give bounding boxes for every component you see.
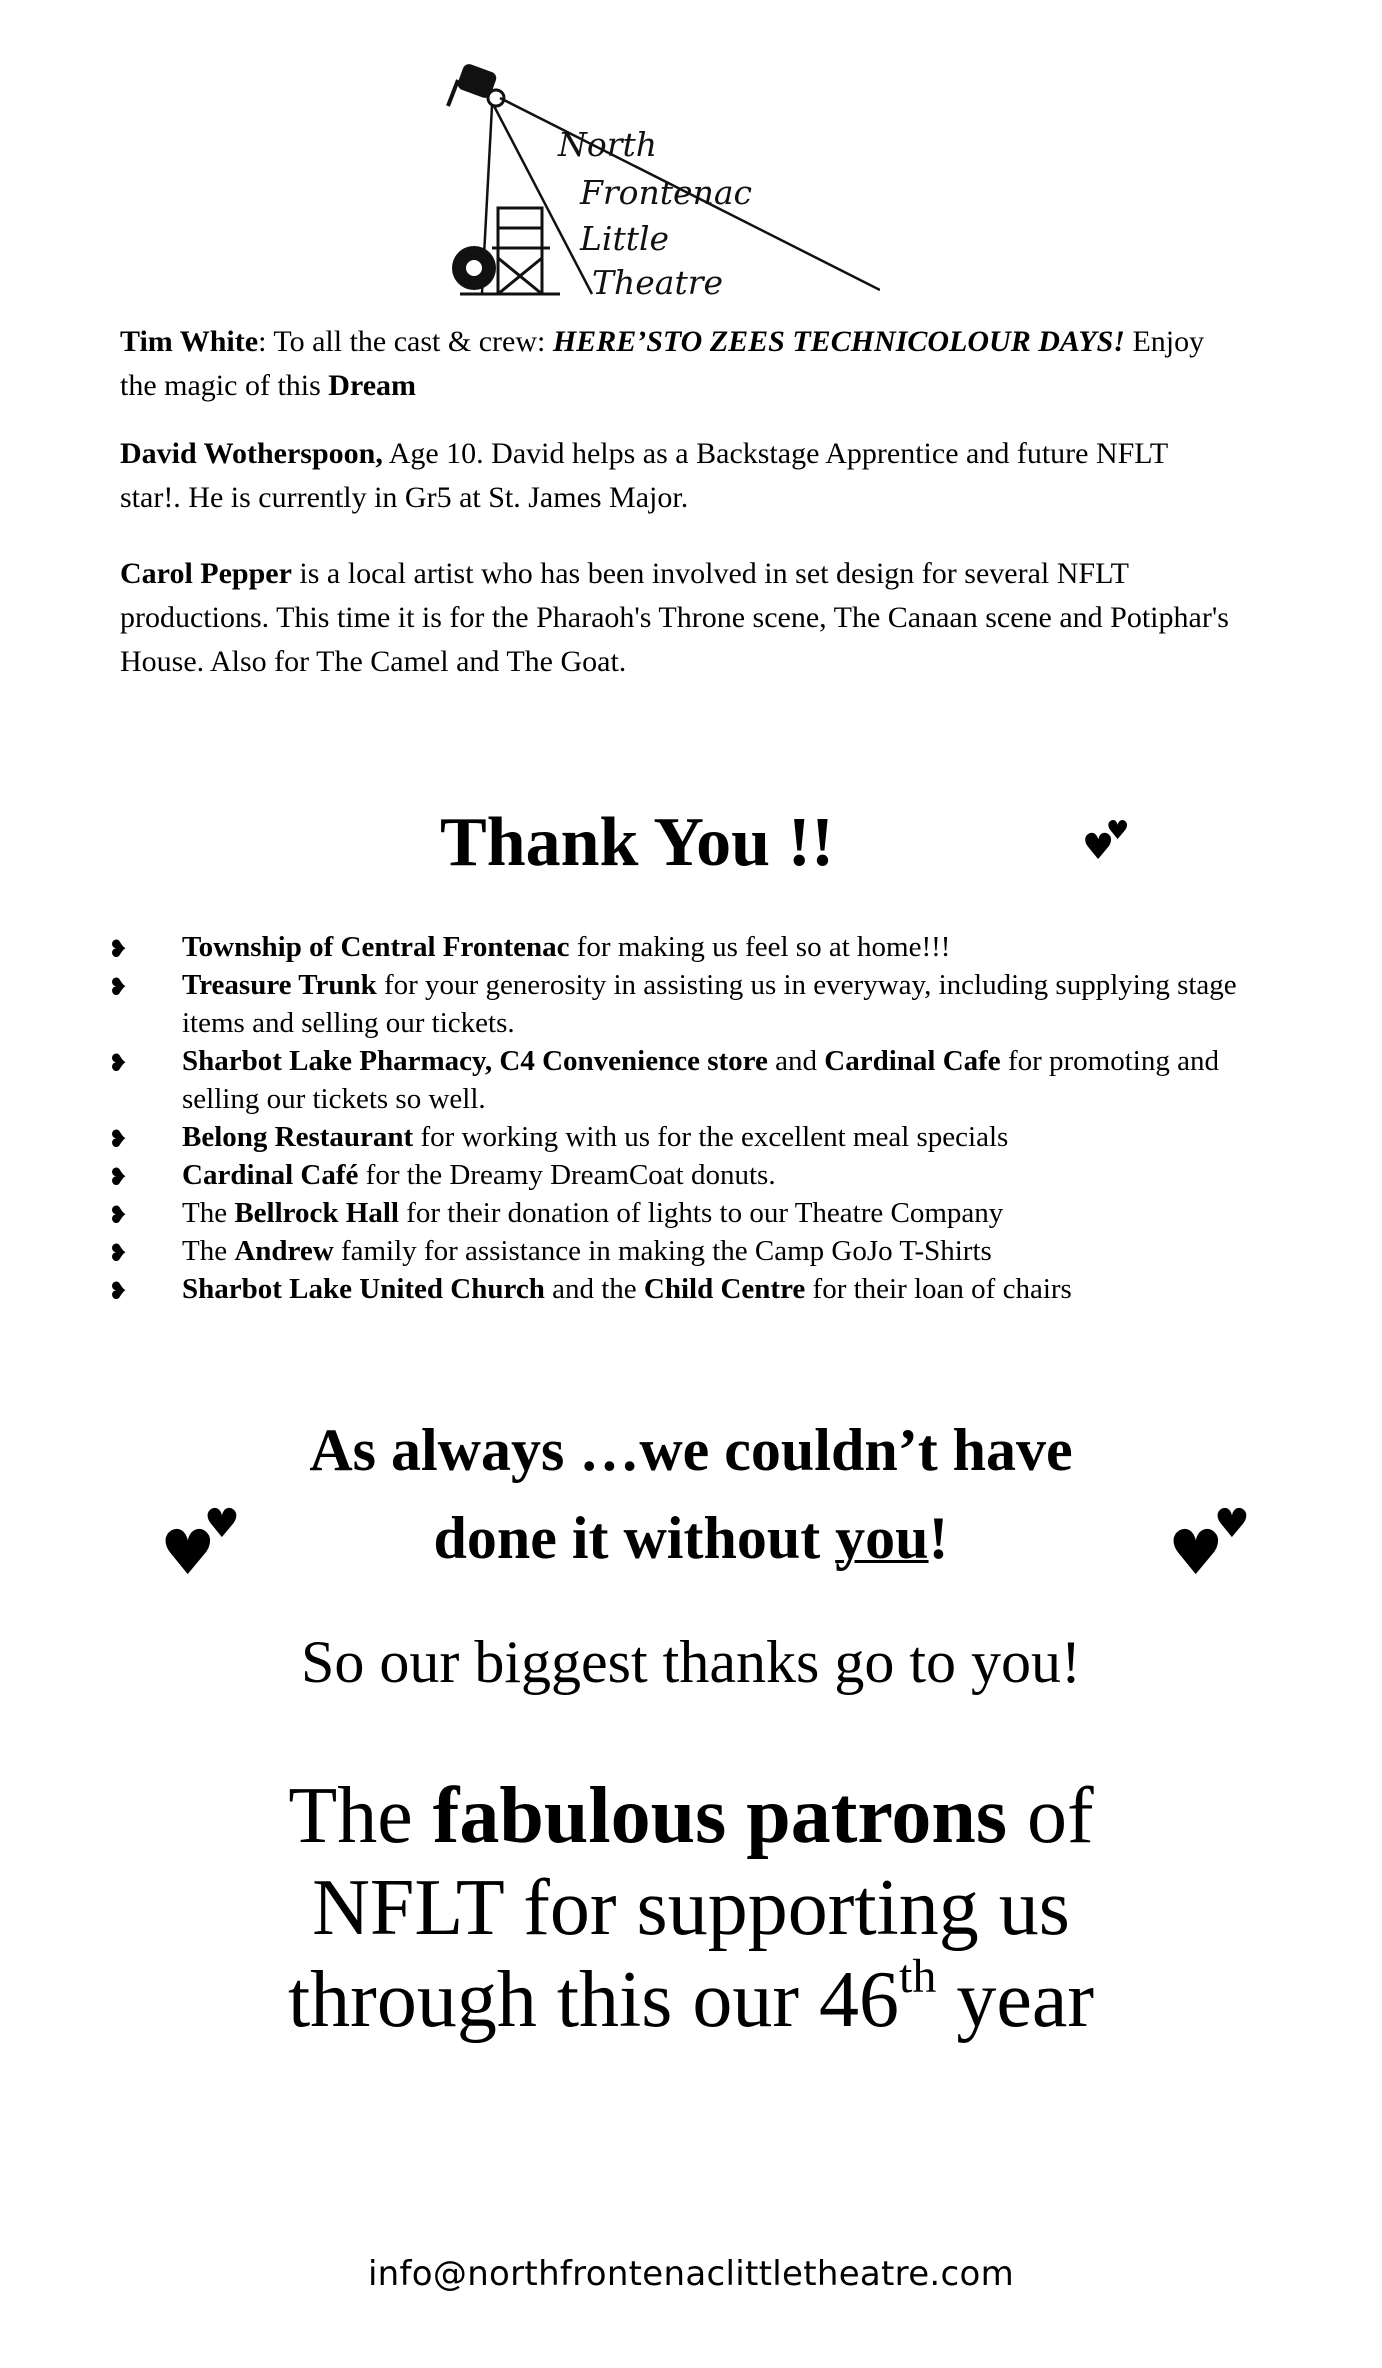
logo-word-north: North xyxy=(558,125,658,164)
sponsor-text: for promoting and selling our tickets so well. xyxy=(182,1045,1219,1115)
heart-bullet-icon: ❥ xyxy=(108,1201,129,1229)
sponsor-name: Belong Restaurant xyxy=(182,1121,414,1153)
exclamation: ! xyxy=(928,1505,949,1571)
heart-bullet-icon: ❥ xyxy=(108,973,129,1001)
logo-word-theatre: Theatre xyxy=(592,263,724,302)
patrons-line3: through this our 46 xyxy=(287,1956,900,2044)
heart-bullet-icon: ❥ xyxy=(108,1125,129,1153)
heart-icon: ♥ xyxy=(1106,816,1130,846)
list-item xyxy=(108,966,1268,1042)
sponsor-text: and the xyxy=(544,1273,644,1305)
heart-icon: ♥ xyxy=(1082,827,1115,868)
heart-icon: ♥ xyxy=(204,1501,240,1547)
sponsor-text: for their donation of lights to our Theatre Company xyxy=(398,1197,1004,1229)
heart-bullet-icon: ❥ xyxy=(108,935,129,963)
bio-carol-pepper xyxy=(120,552,1230,684)
bio-name: Carol Pepper xyxy=(120,557,292,590)
sponsor-name: Andrew xyxy=(234,1235,334,1267)
contact-email: info@northfrontenaclittletheatre.com xyxy=(367,2254,1015,2294)
sponsor-name: Township of Central Frontenac xyxy=(182,931,570,963)
patrons-bold: fabulous patrons xyxy=(432,1772,1008,1860)
bio-emphasis: HERE’STO ZEES TECHNICOLOUR DAYS! xyxy=(552,325,1125,358)
bio-david-wotherspoon xyxy=(120,432,1230,520)
list-item xyxy=(108,1156,1268,1194)
heart-bullet-icon: ❥ xyxy=(108,1239,129,1267)
as-always-line1: As always …we couldn’t have xyxy=(309,1417,1073,1483)
as-always-line2: done it without xyxy=(433,1505,836,1571)
bio-text: : To all the cast & crew: xyxy=(258,325,553,358)
biggest-thanks-line: So our biggest thanks go to you! xyxy=(301,1629,1081,1695)
bio-bold: Dream xyxy=(328,369,417,402)
list-item xyxy=(108,1232,1268,1270)
sponsor-text: The xyxy=(182,1235,235,1267)
sponsor-text: for the Dreamy DreamCoat donuts. xyxy=(358,1159,776,1191)
underlined-you: you xyxy=(835,1505,929,1571)
bio-text: Enjoy the magic of this xyxy=(120,325,1205,402)
heart-bullet-icon: ❥ xyxy=(108,1277,129,1305)
list-item xyxy=(108,1194,1268,1232)
logo-word-frontenac: Frontenac xyxy=(580,173,752,212)
patrons-text: The xyxy=(288,1772,433,1860)
list-item xyxy=(108,1042,1268,1118)
sponsor-text: for their loan of chairs xyxy=(805,1273,1072,1305)
sponsor-name: Bellrock Hall xyxy=(234,1197,399,1229)
list-item xyxy=(108,928,1268,966)
sponsor-name: Child Centre xyxy=(643,1273,806,1305)
heart-icon: ♥ xyxy=(1168,1516,1224,1589)
patrons-line2: NFLT for supporting us xyxy=(312,1864,1070,1952)
sponsor-text: for your generosity in assisting us in everyway, including supplying stage items and selling our tickets. xyxy=(182,969,1237,1039)
sponsor-name: Treasure Trunk xyxy=(182,969,377,1001)
sponsor-name: Cardinal Café xyxy=(182,1159,359,1191)
sponsor-text: family for assistance in making the Camp GoJo T-Shirts xyxy=(333,1235,992,1267)
heart-icon: ♥ xyxy=(160,1516,216,1589)
thanks-list xyxy=(108,928,1268,1308)
sponsor-text: and xyxy=(767,1045,825,1077)
thank-you-heading: Thank You !! xyxy=(440,804,835,881)
nflt-logo xyxy=(440,58,880,308)
patrons-message xyxy=(0,1770,1382,2046)
ordinal-suffix: th xyxy=(899,1950,937,2003)
list-item xyxy=(108,1270,1268,1308)
sponsor-text: The xyxy=(182,1197,235,1229)
sponsor-text: for working with us for the excellent meal specials xyxy=(413,1121,1009,1153)
sponsor-text: for making us feel so at home!!! xyxy=(569,931,951,963)
sponsor-name: Sharbot Lake Pharmacy, C4 Convenience store xyxy=(182,1045,768,1077)
patrons-text: of xyxy=(1007,1772,1094,1860)
sponsor-name: Cardinal Cafe xyxy=(824,1045,1001,1077)
bio-text: Age 10. David helps as a Backstage Apprentice and future NFLT star!. He is currently in Gr5 at St. James Major. xyxy=(120,437,1168,514)
bio-name: Tim White xyxy=(120,325,259,358)
list-item xyxy=(108,1118,1268,1156)
heart-bullet-icon: ❥ xyxy=(108,1049,129,1077)
bio-tim-white xyxy=(120,320,1230,408)
heart-icon: ♥ xyxy=(1214,1501,1250,1547)
patrons-line3-end: year xyxy=(936,1956,1095,2044)
logo-word-little: Little xyxy=(580,219,670,258)
heart-bullet-icon: ❥ xyxy=(108,1163,129,1191)
bio-name: David Wotherspoon, xyxy=(120,437,383,470)
sponsor-name: Sharbot Lake United Church xyxy=(182,1273,545,1305)
bio-text: is a local artist who has been involved in set design for several NFLT productions. This time it is for the Pharaoh's Throne scene, The Canaan scene and Potiphar's House. Also for The Camel and The Goat. xyxy=(120,557,1229,678)
